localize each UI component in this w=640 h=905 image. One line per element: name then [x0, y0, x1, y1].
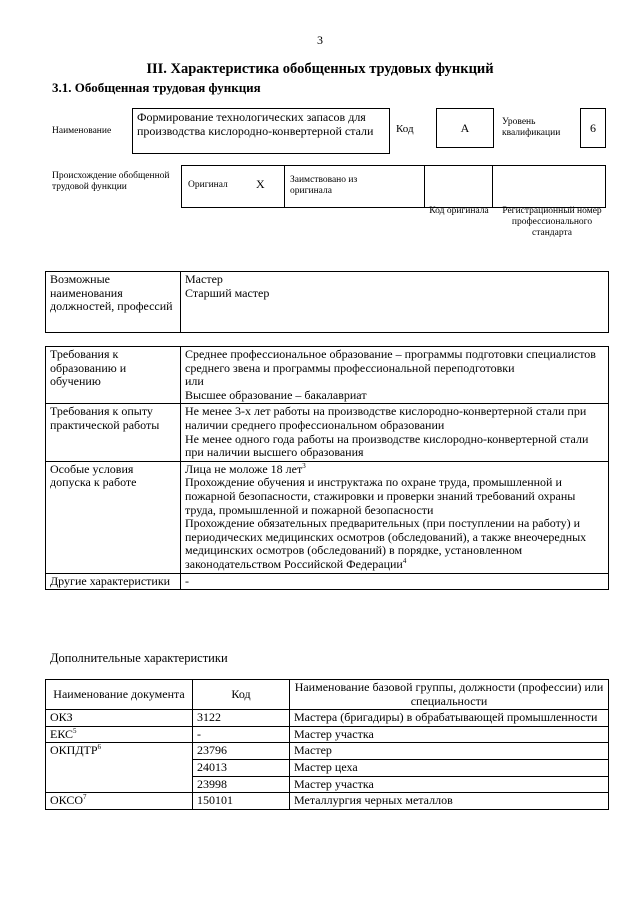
name-cell: Мастер участка — [290, 776, 609, 793]
code-value: А — [460, 121, 470, 135]
table-row — [46, 726, 609, 743]
function-name-box — [132, 108, 390, 154]
table-row — [46, 793, 609, 810]
requirement-value — [181, 404, 609, 461]
level-box — [580, 108, 606, 148]
requirement-row — [46, 404, 609, 461]
requirement-line: Не менее 3-х лет работы на производстве кислородно-конвертерной стали при наличии среднего профессиональном образовании — [185, 404, 587, 432]
footnote-mark: 5 — [73, 726, 77, 735]
doc-cell — [46, 710, 193, 727]
additional-header-row — [46, 680, 609, 710]
header-name: Наименование базовой группы, должности (профессии) или специальности — [290, 680, 609, 710]
requirement-line: Прохождение обучения и инструктажа по охране труда, промышленной и пожарной безопасности, стажировки и проверки знаний требований охраны труда, промышленной и пожарной безопасности — [185, 475, 576, 517]
doc-cell — [46, 726, 193, 743]
requirement-row — [46, 347, 609, 404]
requirement-row — [46, 573, 609, 590]
code-cell: 150101 — [193, 793, 290, 810]
origin-box — [181, 165, 606, 208]
level-value: 6 — [590, 121, 596, 135]
doc-cell — [46, 793, 193, 810]
footnote-mark: 6 — [97, 743, 102, 752]
additional-table — [45, 679, 609, 810]
original-mark: X — [256, 177, 265, 191]
code-cell: 24013 — [193, 759, 290, 776]
code-box — [436, 108, 494, 148]
origin-divider-1 — [284, 166, 285, 207]
reg-number-caption: Регистрационный номер профессионального стандарта — [502, 206, 602, 238]
doc-text: ОКЗ — [50, 710, 73, 725]
requirement-text: Лица не моложе 18 лет — [185, 461, 303, 476]
additional-title: Дополнительные характеристики — [50, 651, 228, 665]
requirement-line — [185, 463, 604, 477]
original-label: Оригинал — [188, 180, 228, 190]
function-name: Формирование технологических запасов для производства кислородно-конвертерной стали — [137, 110, 374, 138]
requirement-label: Особые условия допуска к работе — [46, 461, 181, 573]
code-original-caption: Код оригинала — [429, 206, 489, 216]
code-cell: 23796 — [193, 743, 290, 760]
requirement-value — [181, 347, 609, 404]
doc-text: ОКПДТР — [50, 743, 98, 758]
table-row — [46, 710, 609, 727]
requirements-table — [45, 346, 609, 590]
code-cell: - — [193, 726, 290, 743]
requirement-text: Прохождение обязательных предварительных (при поступлении на работу) и периодических медицинских осмотров (обследований), а также внеочередных медицинских осмотров (обследований) в порядке, установленном законодательством Российской Федерации — [185, 516, 587, 571]
subsection-title: 3.1. Обобщенная трудовая функция — [52, 80, 261, 95]
name-label: Наименование — [52, 126, 112, 136]
footnote-mark: 3 — [302, 461, 306, 470]
table-row — [46, 743, 609, 760]
requirement-label: Другие характеристики — [46, 573, 181, 590]
code-cell: 23998 — [193, 776, 290, 793]
requirement-line: Среднее профессиональное образование – программы подготовки специалистов среднего звена и программы профессиональной переподготовки — [185, 347, 596, 375]
position-item: Старший мастер — [185, 285, 270, 300]
header-code: Код — [193, 680, 290, 710]
requirement-value: - — [181, 573, 609, 590]
doc-cell — [46, 743, 193, 793]
header-doc: Наименование документа — [46, 680, 193, 710]
requirement-label: Требования к опыту практической работы — [46, 404, 181, 461]
name-cell: Мастера (бригадиры) в обрабатывающей промышленности — [290, 710, 609, 727]
section-title: III. Характеристика обобщенных трудовых функций — [146, 61, 494, 77]
origin-divider-2 — [424, 166, 425, 207]
requirement-value — [181, 461, 609, 573]
footnote-mark: 4 — [402, 556, 407, 565]
page-number: 3 — [317, 33, 323, 47]
requirement-line — [185, 517, 604, 571]
borrowed-label: Заимствовано из оригинала — [290, 175, 358, 196]
position-item: Мастер — [185, 272, 223, 286]
name-cell: Металлургия черных металлов — [290, 793, 609, 810]
name-cell: Мастер участка — [290, 726, 609, 743]
positions-table — [45, 271, 609, 333]
name-cell: Мастер — [290, 743, 609, 760]
origin-label: Происхождение обобщенной трудовой функции — [52, 171, 170, 192]
code-label: Код — [396, 123, 414, 135]
requirement-label: Требования к образованию и обучению — [46, 347, 181, 404]
requirement-row — [46, 461, 609, 573]
code-cell: 3122 — [193, 710, 290, 727]
positions-values — [181, 272, 609, 333]
level-label: Уровень квалификации — [502, 117, 561, 138]
doc-text: ОКСО — [50, 793, 84, 808]
requirement-line: или — [185, 374, 204, 389]
name-cell: Мастер цеха — [290, 759, 609, 776]
requirement-line: Высшее образование – бакалавриат — [185, 387, 367, 402]
doc-text: ЕКС — [50, 726, 74, 741]
positions-row — [46, 272, 609, 333]
requirement-line: Не менее одного года работы на производстве кислородно-конвертерной стали при наличии высшего образования — [185, 431, 589, 460]
origin-divider-3 — [492, 166, 493, 207]
positions-label: Возможные наименования должностей, профессий — [46, 272, 181, 333]
footnote-mark: 7 — [83, 793, 87, 802]
